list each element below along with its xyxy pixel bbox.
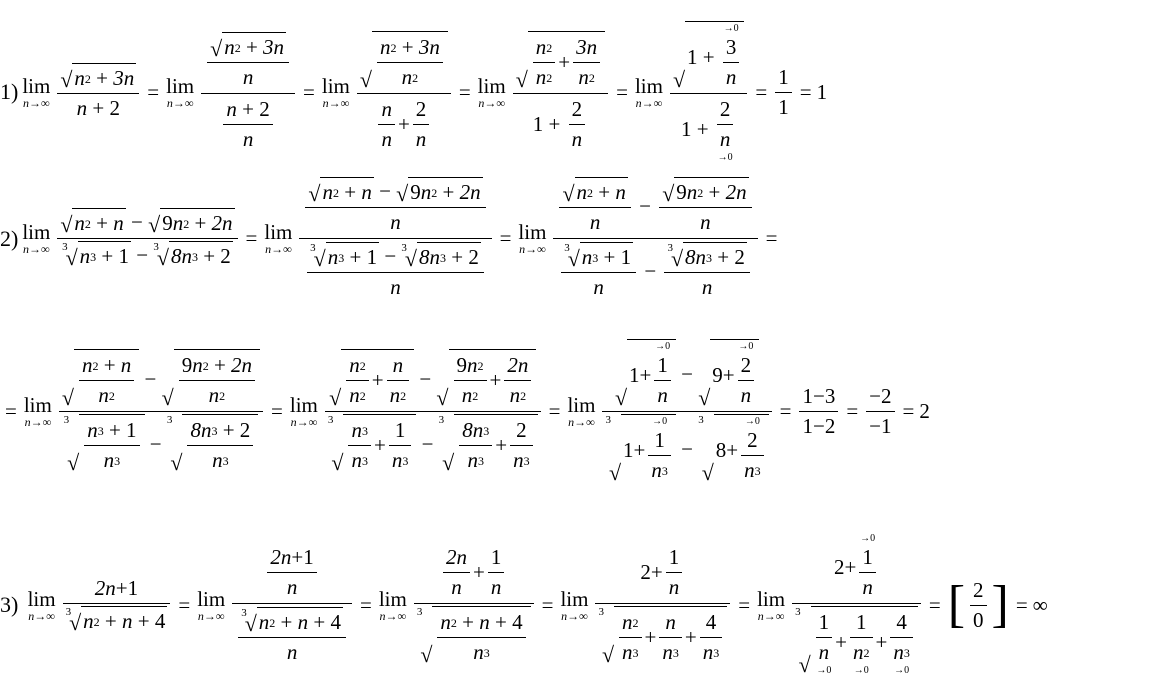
fraction: √ n 2 + n − √ 9 n 2 + 2n 3 √ n 3 + 1 − 3 √ 8n 3 + 2 [57, 207, 237, 270]
limit-operator: lim n→∞ [197, 586, 226, 623]
fraction: $\frac{1}{1}$ [775, 64, 792, 121]
problem-2-line: 2) lim n→∞ √ n 2 + n − √ 9 n 2 + 2n 3 √ n 3 + 1 − 3 √ 8n 3 + 2 = lim n→∞ √ n 2 + n − √ 9 n 2 + 2n n 3 √ n 3 + 1 − 3 √ 8n 3 + 2 n = lim n→∞ √ n 2 + n n − √ 9 n 2 + 2n n 3 √ n 3 + 1 n − 3 √ 8n 3 + 2 n = [0, 165, 782, 302]
problem-3-line: 3) lim n→∞ 2n + 1 3 √ n 2 + n + 4 = lim n→∞ 2n + 1 n 3 √ n 2 + n + 4 n = lim n→∞ $\frac{2n}{n}$ + $\frac{1}{n}$ 3 √ n 2 + n + 4 n 3 = lim n→∞ 2 + $\frac{1}{n}$ 3 √ n 2 n 3 + n n 3 + 4 n 3 = lim n→∞ 2 + →0 $\frac{1}{n}$ 3 √ $\frac{1}{n}$ →0 + 1 n 2 →0 + 4 n 3 →0 = [ $\frac{2}{0}$ ] = ∞ [0, 533, 1048, 677]
limit-operator: lim n→∞ [560, 586, 589, 623]
fraction: √ n 2 + 3n n + 2 [57, 62, 139, 122]
limit-operator: lim n→∞ [477, 73, 506, 110]
fraction: √ n 2 + 3n n n + 2 n [201, 30, 295, 154]
fraction: $\frac{2n}{n}$ + $\frac{1}{n}$ 3 √ n 2 + n + 4 n 3 [414, 543, 534, 667]
limit-operator: lim n→∞ [27, 586, 56, 623]
fraction: √ n 2 + 3n n 2 $\frac{n}{n}$ + $\frac{2}{n}$ [357, 30, 451, 154]
problem-label: 3) [0, 592, 19, 617]
fraction: √ n 2 n 2 + n n 2 − √ 9 n 2 n 2 + 2n n 2 3 √ n 3 n 3 + 1 n 3 − 3 √ 8n 3 n 3 + 2 n 3 [325, 348, 541, 475]
limit-operator: lim n→∞ [757, 586, 786, 623]
fraction: $\frac{2}{0}$ [970, 577, 987, 634]
limit-operator: lim n→∞ [518, 220, 547, 256]
fraction: 1 −3 1 −2 [799, 383, 838, 440]
fraction: 2n + 1 n 3 √ n 2 + n + 4 n [232, 543, 352, 667]
limit-operator: lim n→∞ [264, 220, 293, 256]
limit-operator: lim n→∞ [22, 220, 51, 256]
fraction: √ 1 + →0 $\frac{1}{n}$ − √ 9 + →0 $\frac{2}{n}$ 3 √ 1 + →0 1 n 3 − 3 √ 8+ →0 2 n 3 [602, 338, 771, 485]
fraction: √ n 2 + n − √ 9 n 2 + 2n n 3 √ n 3 + 1 − 3 √ 8n 3 + 2 n [299, 175, 491, 302]
limit-operator: lim n→∞ [22, 73, 51, 110]
problem-label: 1) [0, 79, 19, 104]
fraction: 2 + →0 $\frac{1}{n}$ 3 √ $\frac{1}{n}$ →0 + 1 n 2 →0 + 4 n 3 →0 [792, 533, 921, 677]
fraction: √ n 2 + n n − √ 9 n 2 + 2n n 3 √ n 3 + 1 n − 3 √ 8n 3 + 2 n [553, 175, 757, 302]
limit-operator: lim n→∞ [634, 73, 663, 110]
limit-operator: lim n→∞ [567, 393, 596, 429]
limit-operator: lim n→∞ [23, 393, 52, 429]
result: ∞ [1032, 592, 1048, 617]
limit-operator: lim n→∞ [378, 586, 407, 623]
problem-1-line: 1) lim n→∞ √ n 2 + 3n n + 2 = lim n→∞ √ n 2 + 3n n n + 2 n = lim n→∞ √ n 2 + 3n n 2 $\frac{n}{n}$ + $\frac{2}{n}$ = lim n→∞ √ n 2 n 2 + 3n n 2 1 + $\frac{2}{n}$ = lim n→∞ √ 1 + →0 $\frac{3}{n}$ 1 + $\frac{2}{n}$ →0 = $\frac{1}{1}$ = 1 [0, 0, 827, 164]
fraction: √ n 2 + n n 2 − √ 9 n 2 + 2n n 2 3 √ n 3 + 1 n 3 − 3 √ 8n 3 + 2 n 3 [59, 348, 263, 475]
fraction: 2n + 1 3 √ n 2 + n + 4 [63, 575, 171, 635]
result: 1 [816, 79, 828, 104]
fraction: √ n 2 n 2 + 3n n 2 1 + $\frac{2}{n}$ [513, 30, 608, 154]
fraction: 2 + $\frac{1}{n}$ 3 √ n 2 n 3 + n n 3 + 4 n 3 [595, 543, 730, 667]
limit-operator: lim n→∞ [166, 73, 195, 110]
problem-2-continuation-line: = lim n→∞ √ n 2 + n n 2 − √ 9 n 2 + 2n n 2 3 √ n 3 + 1 n 3 − 3 √ 8n 3 + 2 n 3 = lim n→∞ √ n 2 n 2 + n n 2 − √ 9 n 2 n 2 + 2n n 2 3 √ n 3 n 3 + 1 n 3 − 3 √ 8n 3 n 3 + 2 n 3 = lim n→∞ √ 1 + →0 $\frac{1}{n}$ − √ 9 + →0 $\frac{2}{n}$ 3 √ 1 + →0 1 n 3 − 3 √ 8+ →0 2 n 3 = 1 −3 1 −2 = $\frac{-2}{-1}$ = 2 [0, 330, 930, 485]
result: 2 [919, 399, 930, 423]
problem-label: 2) [0, 225, 19, 251]
fraction: $\frac{-2}{-1}$ [866, 383, 894, 440]
fraction: √ 1 + →0 $\frac{3}{n}$ 1 + $\frac{2}{n}$ →0 [670, 20, 747, 164]
limit-operator: lim n→∞ [289, 393, 318, 429]
limit-operator: lim n→∞ [321, 73, 350, 110]
